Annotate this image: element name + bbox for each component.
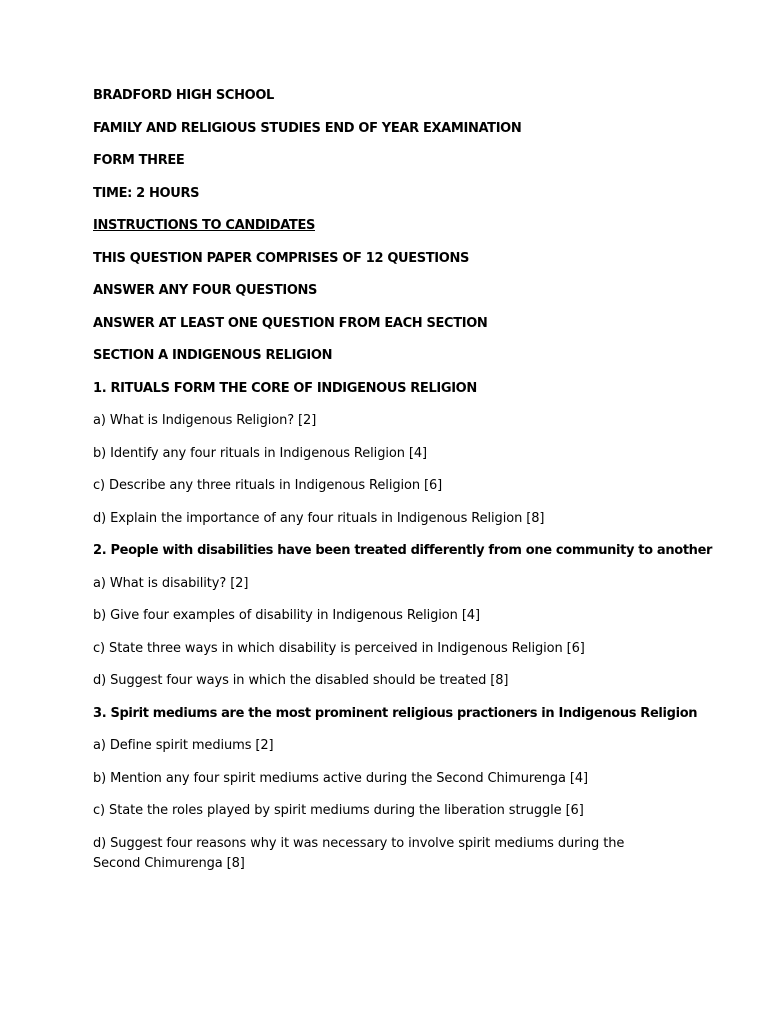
question-2-part-c: c) State three ways in which disability is perceived in Indigenous Religion [6] [93, 640, 585, 656]
question-1-part-b: b) Identify any four rituals in Indigenous Religion [4] [93, 445, 427, 461]
question-3-part-a: a) Define spirit mediums [2] [93, 738, 274, 753]
question-2-part-a: a) What is disability? [2] [93, 575, 249, 591]
question-1-title: 1. RITUALS FORM THE CORE OF INDIGENOUS RELIGION [93, 380, 477, 396]
question-3-title: 3. Spirit mediums are the most prominent religious practioners in Indigenous Religion [93, 705, 698, 721]
question-2-part-d: d) Suggest four ways in which the disabled should be treated [8] [93, 673, 509, 688]
exam-paper [93, 86, 713, 886]
exam-duration: TIME: 2 HOURS [93, 185, 200, 201]
instructions-heading: INSTRUCTIONS TO CANDIDATES [93, 218, 315, 233]
instruction-item: ANSWER AT LEAST ONE QUESTION FROM EACH SECTION [93, 315, 488, 331]
question-1-part-d: d) Explain the importance of any four rituals in Indigenous Religion [8] [93, 510, 545, 526]
section-title: SECTION A INDIGENOUS RELIGION [93, 348, 333, 363]
question-3-part-b: b) Mention any four spirit mediums active during the Second Chimurenga [4] [93, 770, 589, 786]
question-1-part-a: a) What is Indigenous Religion? [2] [93, 413, 317, 428]
question-2-part-b: b) Give four examples of disability in Indigenous Religion [4] [93, 608, 480, 623]
exam-title: FAMILY AND RELIGIOUS STUDIES END OF YEAR EXAMINATION [93, 120, 522, 136]
school-name: BRADFORD HIGH SCHOOL [93, 88, 274, 103]
question-3-part-c: c) State the roles played by spirit mediums during the liberation struggle [6] [93, 803, 584, 818]
question-3-part-d: d) Suggest four reasons why it was necessary to involve spirit mediums during the Second Chimurenga [8] [93, 835, 625, 871]
instruction-item: ANSWER ANY FOUR QUESTIONS [93, 283, 318, 298]
question-1-part-c: c) Describe any three rituals in Indigenous Religion [6] [93, 478, 443, 493]
form-level: FORM THREE [93, 153, 185, 168]
instruction-item: THIS QUESTION PAPER COMPRISES OF 12 QUESTIONS [93, 250, 470, 266]
question-2-title: 2. People with disabilities have been treated differently from one community to another [93, 543, 713, 558]
